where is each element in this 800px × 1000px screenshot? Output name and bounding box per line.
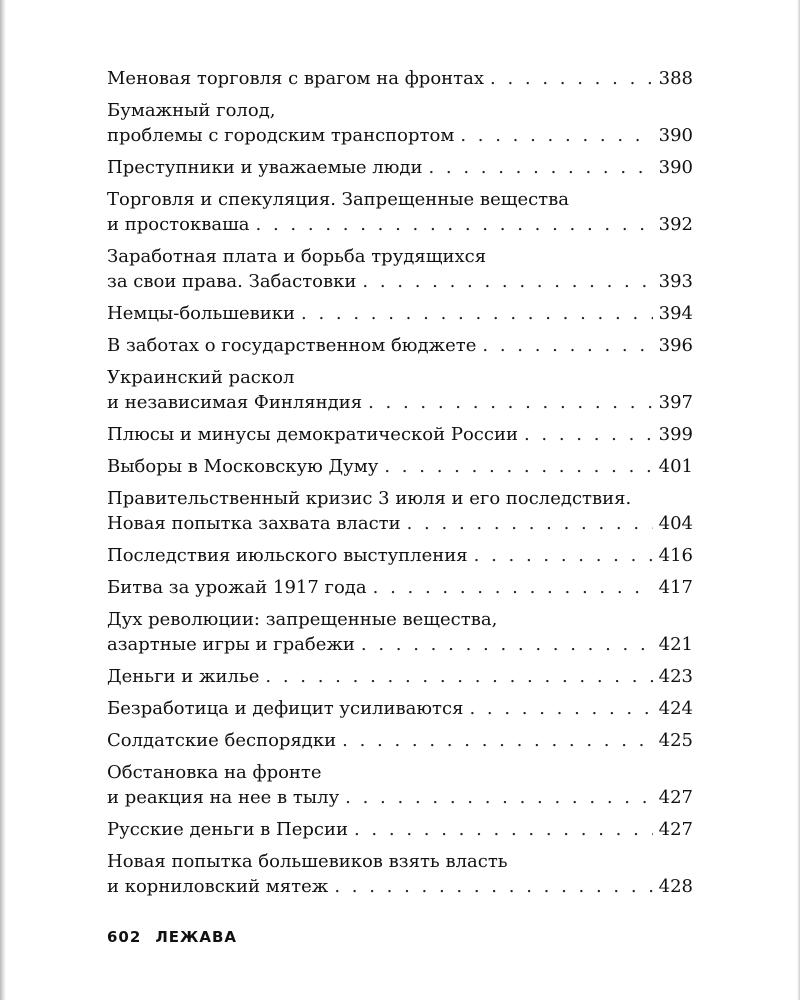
toc-entry-title: Украинский раскол bbox=[107, 367, 295, 388]
toc-entry-title: Русские деньги в Персии bbox=[107, 819, 348, 840]
toc-page-number: 390 bbox=[658, 125, 693, 146]
dot-leader bbox=[384, 454, 652, 479]
toc-entry-title: проблемы с городским транспортом bbox=[107, 125, 455, 146]
toc-entry-title: и корниловский мятеж bbox=[107, 876, 329, 897]
toc-page-number: 425 bbox=[658, 730, 693, 751]
toc-page-number: 390 bbox=[658, 157, 693, 178]
toc-entry-line bbox=[107, 390, 693, 415]
dot-leader bbox=[474, 543, 653, 568]
toc-entry-line bbox=[107, 244, 693, 269]
toc-entry-title: Дух революции: запрещенные вещества, bbox=[107, 609, 498, 630]
toc-page-number: 424 bbox=[658, 698, 693, 719]
toc-entry[interactable] bbox=[107, 849, 693, 899]
toc-entry-title: Немцы-большевики bbox=[107, 303, 296, 324]
toc-entry[interactable] bbox=[107, 333, 693, 358]
toc-entry-title: Бумажный голод, bbox=[107, 100, 276, 121]
toc-entry-title: и простокваша bbox=[107, 214, 250, 235]
footer-page-number: 602 bbox=[107, 928, 142, 946]
dot-leader bbox=[460, 123, 652, 148]
dot-leader bbox=[368, 390, 653, 415]
toc-entry-line bbox=[107, 269, 693, 294]
dot-leader bbox=[334, 874, 652, 899]
toc-entry-title: Новая попытка большевиков взять власть bbox=[107, 851, 508, 872]
toc-entry-line bbox=[107, 632, 693, 657]
toc-entry-title: и независимая Финляндия bbox=[107, 392, 363, 413]
dot-leader bbox=[373, 575, 653, 600]
toc-page-number: 396 bbox=[658, 335, 693, 356]
toc-entry-line bbox=[107, 785, 693, 810]
footer-author: ЛЕЖАВА bbox=[155, 928, 238, 946]
toc-entry-line bbox=[107, 454, 693, 479]
toc-entry[interactable] bbox=[107, 486, 693, 536]
toc-entry-line bbox=[107, 817, 693, 842]
toc-entry[interactable] bbox=[107, 607, 693, 657]
dot-leader bbox=[256, 212, 653, 237]
toc-entry-title: Новая попытка захвата власти bbox=[107, 513, 401, 534]
dot-leader bbox=[361, 632, 653, 657]
toc-entry[interactable] bbox=[107, 696, 693, 721]
toc-page-number: 421 bbox=[658, 634, 693, 655]
toc-page-number: 394 bbox=[658, 303, 693, 324]
toc-page-number: 428 bbox=[658, 876, 693, 897]
page-footer bbox=[107, 928, 237, 946]
toc-entry-title: Меновая торговля с врагом на фронтах bbox=[107, 68, 485, 89]
toc-entry-line bbox=[107, 511, 693, 536]
toc-entry-line bbox=[107, 849, 693, 874]
toc-entry[interactable] bbox=[107, 760, 693, 810]
toc-entry-title: Правительственный кризис 3 июля и его последствия. bbox=[107, 488, 632, 509]
toc-entry-line bbox=[107, 422, 693, 447]
toc-entry-title: Выборы в Московскую Думу bbox=[107, 456, 379, 477]
toc-entry-line bbox=[107, 333, 693, 358]
dot-leader bbox=[524, 422, 653, 447]
toc-entry-title: Битва за урожай 1917 года bbox=[107, 577, 367, 598]
dot-leader bbox=[469, 696, 652, 721]
page-edge-shadow bbox=[0, 0, 6, 1000]
dot-leader bbox=[482, 333, 652, 358]
toc-entry-title: и реакция на нее в тылу bbox=[107, 787, 340, 808]
toc-page-number: 392 bbox=[658, 214, 693, 235]
toc-entry-line bbox=[107, 187, 693, 212]
toc-entry-line bbox=[107, 607, 693, 632]
toc-entry-title: за свои права. Забастовки bbox=[107, 271, 357, 292]
toc-entry-line bbox=[107, 664, 693, 689]
toc-entry-line bbox=[107, 98, 693, 123]
dot-leader bbox=[490, 66, 653, 91]
toc-entry-title: Деньги и жилье bbox=[107, 666, 260, 687]
toc-entry[interactable] bbox=[107, 187, 693, 237]
toc-entry-line bbox=[107, 365, 693, 390]
toc-entry-line bbox=[107, 155, 693, 180]
toc-entry-title: Преступники и уважаемые люди bbox=[107, 157, 423, 178]
toc-entry-line bbox=[107, 696, 693, 721]
toc-entry[interactable] bbox=[107, 543, 693, 568]
toc-page-number: 401 bbox=[658, 456, 693, 477]
toc-entry-line bbox=[107, 728, 693, 753]
toc-entry[interactable] bbox=[107, 575, 693, 600]
toc-entry-line bbox=[107, 543, 693, 568]
toc-entry-line bbox=[107, 66, 693, 91]
toc-entry-title: Плюсы и минусы демократической России bbox=[107, 424, 518, 445]
toc-entry-line bbox=[107, 486, 693, 511]
toc-entry-line bbox=[107, 575, 693, 600]
toc-entry[interactable] bbox=[107, 66, 693, 91]
toc-entry-line bbox=[107, 301, 693, 326]
toc-entry[interactable] bbox=[107, 244, 693, 294]
dot-leader bbox=[362, 269, 652, 294]
toc-entry-title: Торговля и спекуляция. Запрещенные вещества bbox=[107, 189, 570, 210]
toc-entry-line bbox=[107, 212, 693, 237]
toc-entry-title: Последствия июльского выступления bbox=[107, 545, 468, 566]
toc-page-number: 427 bbox=[658, 819, 693, 840]
toc-entry-title: В заботах о государственном бюджете bbox=[107, 335, 477, 356]
toc-page-number: 404 bbox=[658, 513, 693, 534]
dot-leader bbox=[428, 155, 652, 180]
dot-leader bbox=[265, 664, 652, 689]
toc-page-number: 399 bbox=[658, 424, 693, 445]
toc-page-number: 416 bbox=[658, 545, 693, 566]
dot-leader bbox=[301, 301, 653, 326]
toc-entry-line bbox=[107, 874, 693, 899]
toc-page-number: 388 bbox=[658, 68, 693, 89]
toc-entry[interactable] bbox=[107, 155, 693, 180]
toc-entry[interactable] bbox=[107, 365, 693, 415]
toc-entry-title: Заработная плата и борьба трудящихся bbox=[107, 246, 487, 267]
dot-leader bbox=[354, 817, 653, 842]
toc-entry[interactable] bbox=[107, 817, 693, 842]
dot-leader bbox=[407, 511, 653, 536]
toc-entry-title: Безработица и дефицит усиливаются bbox=[107, 698, 464, 719]
toc-entry[interactable] bbox=[107, 664, 693, 689]
table-of-contents bbox=[107, 66, 693, 906]
toc-entry[interactable] bbox=[107, 454, 693, 479]
toc-entry-title: Обстановка на фронте bbox=[107, 762, 322, 783]
toc-entry[interactable] bbox=[107, 301, 693, 326]
toc-page-number: 393 bbox=[658, 271, 693, 292]
dot-leader bbox=[342, 728, 653, 753]
toc-page-number: 423 bbox=[658, 666, 693, 687]
toc-entry-title: азартные игры и грабежи bbox=[107, 634, 355, 655]
toc-entry-line bbox=[107, 123, 693, 148]
toc-entry-title: Солдатские беспорядки bbox=[107, 730, 337, 751]
toc-entry[interactable] bbox=[107, 98, 693, 148]
toc-entry[interactable] bbox=[107, 422, 693, 447]
toc-page-number: 417 bbox=[658, 577, 693, 598]
dot-leader bbox=[345, 785, 652, 810]
toc-page-number: 427 bbox=[658, 787, 693, 808]
toc-page-number: 397 bbox=[658, 392, 693, 413]
toc-entry[interactable] bbox=[107, 728, 693, 753]
toc-entry-line bbox=[107, 760, 693, 785]
